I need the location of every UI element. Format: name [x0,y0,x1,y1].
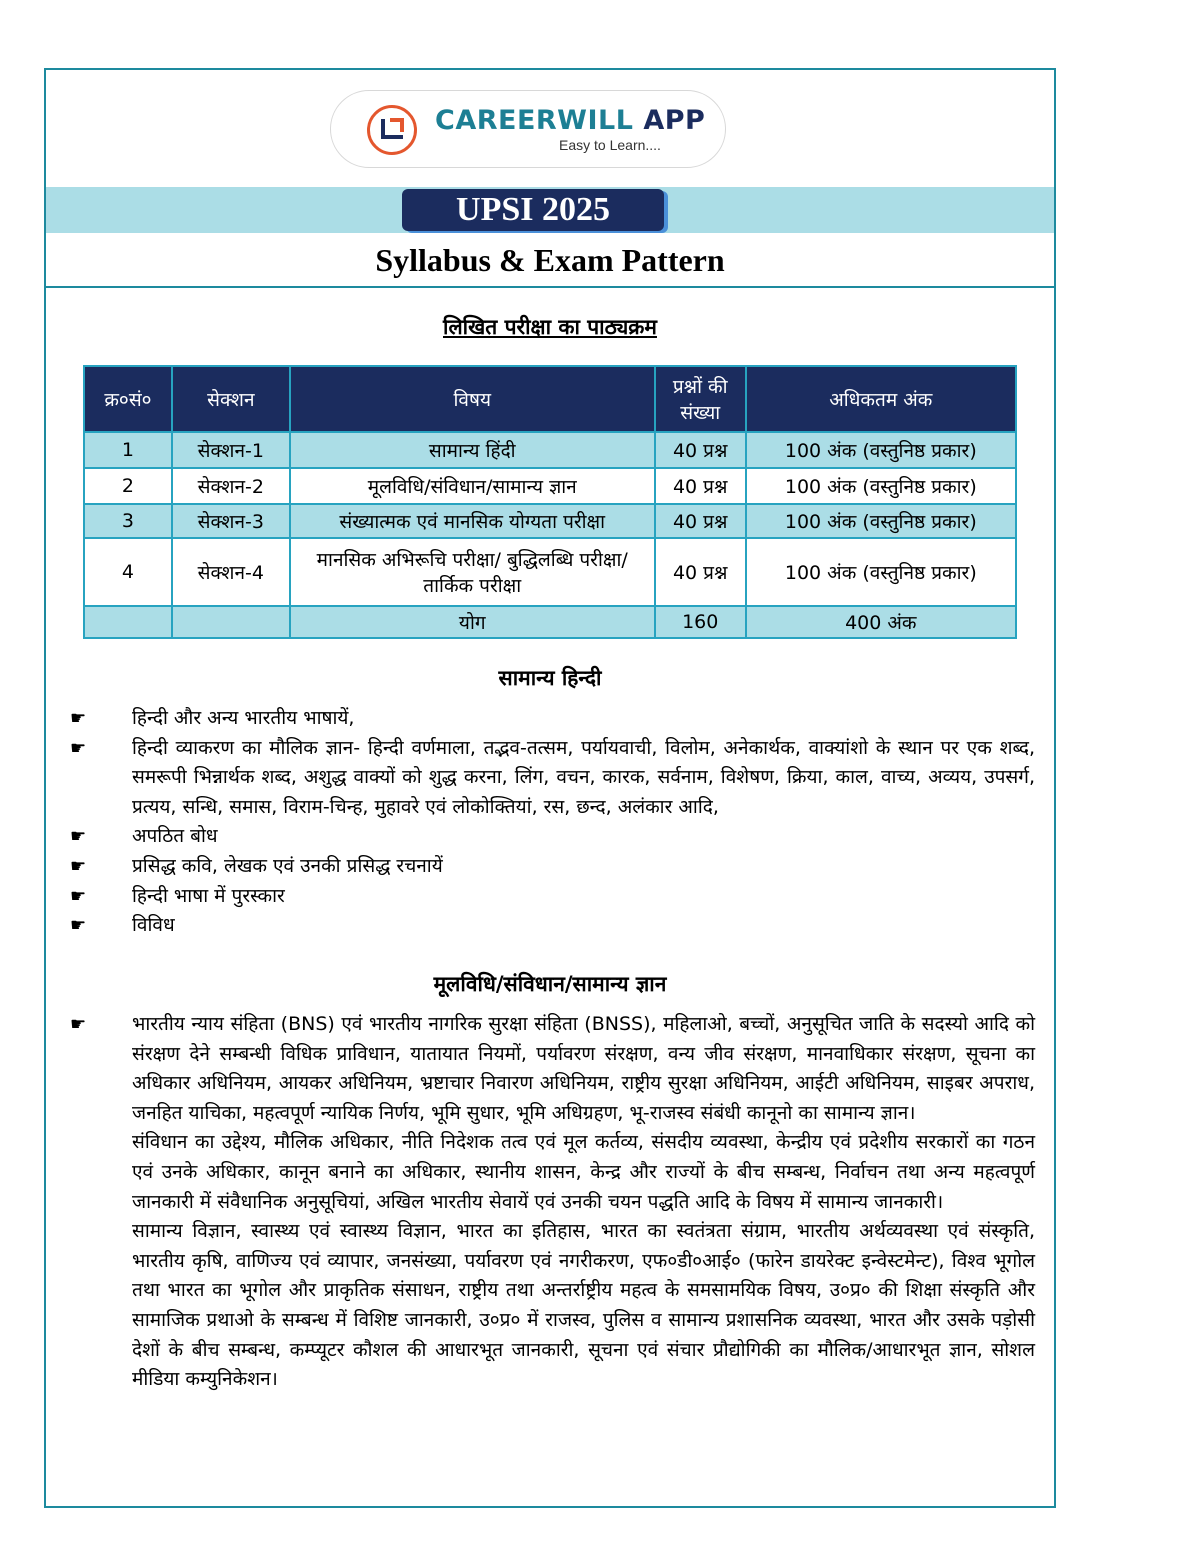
list-item [70,1010,1035,1128]
list-item-text: प्रसिद्ध कवि, लेखक एवं उनकी प्रसिद्ध रचनायें [132,854,443,877]
cell-section: सेक्शन-3 [172,504,290,538]
cell-questions: 40 प्रश्न [655,504,746,538]
pointing-hand-icon: ☛ [70,855,87,877]
list-item-text: भारतीय न्याय संहिता (BNS) एवं भारतीय नागरिक सुरक्षा संहिता (BNSS), महिलाओ, बच्चों, अनुसूचित जाति के सदस्यो आदि को संरक्षण देने सम्बन्धी विधिक प्राविधान, यातायात नियमों, पर्यावरण संरक्षण, वन्य जीव संरक्षण, मानवाधिकार संरक्षण, सूचना का अधिकार अधिनियम, आयकर अधिनियम, भ्रष्टाचार निवारण अधिनियम, राष्ट्रीय सुरक्षा अधिनियम, आईटी अधिनियम, साइबर अपराध, जनहित याचिका, महत्वपूर्ण न्यायिक निर्णय, भूमि सुधार, भूमि अधिग्रहण, भू-राजस्व संबंधी कानूनो का सामान्य ज्ञान। [132,1013,1035,1124]
careerwill-logo [330,90,726,168]
table-row [84,504,1016,538]
brand-tagline: Easy to Learn.... [559,137,661,153]
list-item-text: हिन्दी और अन्य भारतीय भाषायें, [132,707,355,729]
cell-section: सेक्शन-4 [172,538,290,606]
cell-marks: 100 अंक (वस्तुनिष्ठ प्रकार) [746,432,1016,468]
cell-serial: 1 [84,432,172,468]
brand-part1: CAREERWILL [435,105,634,136]
cell-marks: 100 अंक (वस्तुनिष्ठ प्रकार) [746,504,1016,538]
pointing-hand-icon: ☛ [70,737,87,759]
list-item-text: हिन्दी भाषा में पुरस्कार [132,884,285,907]
page-subtitle: Syllabus & Exam Pattern [375,242,725,278]
pointing-hand-icon: ☛ [70,826,87,848]
cell-total-questions: 160 [655,606,746,638]
syllabus-table [83,365,1017,639]
list-item-text: विविध [132,914,175,937]
cell-marks: 100 अंक (वस्तुनिष्ठ प्रकार) [746,468,1016,504]
list-item [70,704,1035,734]
general-knowledge-paragraph: सामान्य विज्ञान, स्वास्थ्य एवं स्वास्थ्य विज्ञान, भारत का इतिहास, भारत का स्वतंत्रता संग्राम, भारतीय अर्थव्यवस्था एवं संस्कृति, भारतीय कृषि, वाणिज्य एवं व्यापार, जनसंख्या, पर्यावरण एवं नगरीकरण, एफ०डी०आई० (फारेन डायरेक्ट इन्वेस्टमेन्ट), विश्व भूगोल तथा भारत का भूगोल और प्राकृतिक संसाधन, राष्ट्रीय तथा अन्तर्राष्ट्रीय महत्व के समसामयिक विषय, उ०प्र० की शिक्षा संस्कृति और सामाजिक प्रथाओ के सम्बन्ध में विशिष्ट जानकारी, उ०प्र० में राजस्व, पुलिस व सामान्य प्रशासनिक व्यवस्था, भारत और उसके पड़ोसी देशों के बीच सम्बन्ध, कम्प्यूटर कौशल की आधारभूत जानकारी, सूचना एवं संचार प्रौद्योगिकी का मौलिक/आधारभूत ज्ञान, सोशल मीडिया कम्युनिकेशन। [132,1220,1035,1391]
law-section-title: मूलविधि/संविधान/सामान्य ज्ञान [433,972,667,996]
cell-questions: 40 प्रश्न [655,432,746,468]
cell-subject: मूलविधि/संविधान/सामान्य ज्ञान [290,468,655,504]
list-item-text: हिन्दी व्याकरण का मौलिक ज्ञान- हिन्दी वर्णमाला, तद्भव-तत्सम, पर्यायवाची, विलोम, अनेकार्थक, वाक्यांशो के स्थान पर एक शब्द, समरूपी भिन्नार्थक शब्द, अशुद्ध वाक्यों को शुद्ध करना, लिंग, वचन, कारक, सर्वनाम, विशेषण, क्रिया, काल, वाच्य, अव्यय, उपसर्ग, प्रत्यय, सन्धि, समास, विराम-चिन्ह, मुहावरे एवं लोकोक्तियां, रस, छन्द, अलंकार आदि, [132,736,1035,818]
list-item [70,852,1035,882]
cell-empty [172,606,290,638]
list-item [70,822,1035,852]
cell-serial: 3 [84,504,172,538]
cell-empty [84,606,172,638]
table-header-row [84,366,1016,432]
list-item [70,734,1035,823]
table-row [84,432,1016,468]
hindi-topic-list [70,704,1035,941]
col-header-serial: क्र०सं० [84,366,172,432]
cell-subject: मानसिक अभिरूचि परीक्षा/ बुद्धिलब्धि परीक्षा/तार्किक परीक्षा [290,538,655,606]
pointing-hand-icon: ☛ [70,885,87,907]
careerwill-mark-icon [367,105,417,155]
col-header-section: सेक्शन [172,366,290,432]
cell-questions: 40 प्रश्न [655,538,746,606]
pointing-hand-icon: ☛ [70,708,87,729]
brand-part2: APP [643,105,706,136]
table-row [84,538,1016,606]
cell-section: सेक्शन-2 [172,468,290,504]
pointing-hand-icon: ☛ [70,915,87,937]
col-header-subject: विषय [290,366,655,432]
cell-serial: 2 [84,468,172,504]
list-item [70,911,1035,941]
cell-marks: 100 अंक (वस्तुनिष्ठ प्रकार) [746,538,1016,606]
exam-title: UPSI 2025 [402,189,664,231]
divider [46,286,1054,288]
col-header-questions: प्रश्नों की संख्या [655,366,746,432]
law-topic-list [70,1010,1035,1395]
cell-section: सेक्शन-1 [172,432,290,468]
brand-name [435,105,705,136]
table-row [84,468,1016,504]
col-header-marks: अधिकतम अंक [746,366,1016,432]
pointing-hand-icon: ☛ [70,1014,87,1035]
cell-total-marks: 400 अंक [746,606,1016,638]
written-exam-heading: लिखित परीक्षा का पाठ्यक्रम [443,315,657,339]
cell-serial: 4 [84,538,172,606]
cell-questions: 40 प्रश्न [655,468,746,504]
cell-subject: सामान्य हिंदी [290,432,655,468]
hindi-section-title: सामान्य हिन्दी [498,666,602,690]
cell-subject: संख्यात्मक एवं मानसिक योग्यता परीक्षा [290,504,655,538]
constitution-paragraph: संविधान का उद्देश्य, मौलिक अधिकार, नीति निदेशक तत्व एवं मूल कर्तव्य, संसदीय व्यवस्था, केन्द्रीय एवं प्रदेशीय सरकारों का गठन एवं उनके अधिकार, कानून बनाने का अधिकार, स्थानीय शासन, केन्द्र और राज्यों के बीच सम्बन्ध, निर्वाचन तथा अन्य महत्वपूर्ण जानकारी में संवैधानिक अनुसूचियां, अखिल भारतीय सेवायें एवं उनकी चयन पद्धति आदि के विषय में सामान्य जानकारी। [132,1131,1035,1213]
cell-total-label: योग [290,606,655,638]
list-item [70,882,1035,912]
table-total-row [84,606,1016,638]
list-item-text: अपठित बोध [132,825,218,848]
